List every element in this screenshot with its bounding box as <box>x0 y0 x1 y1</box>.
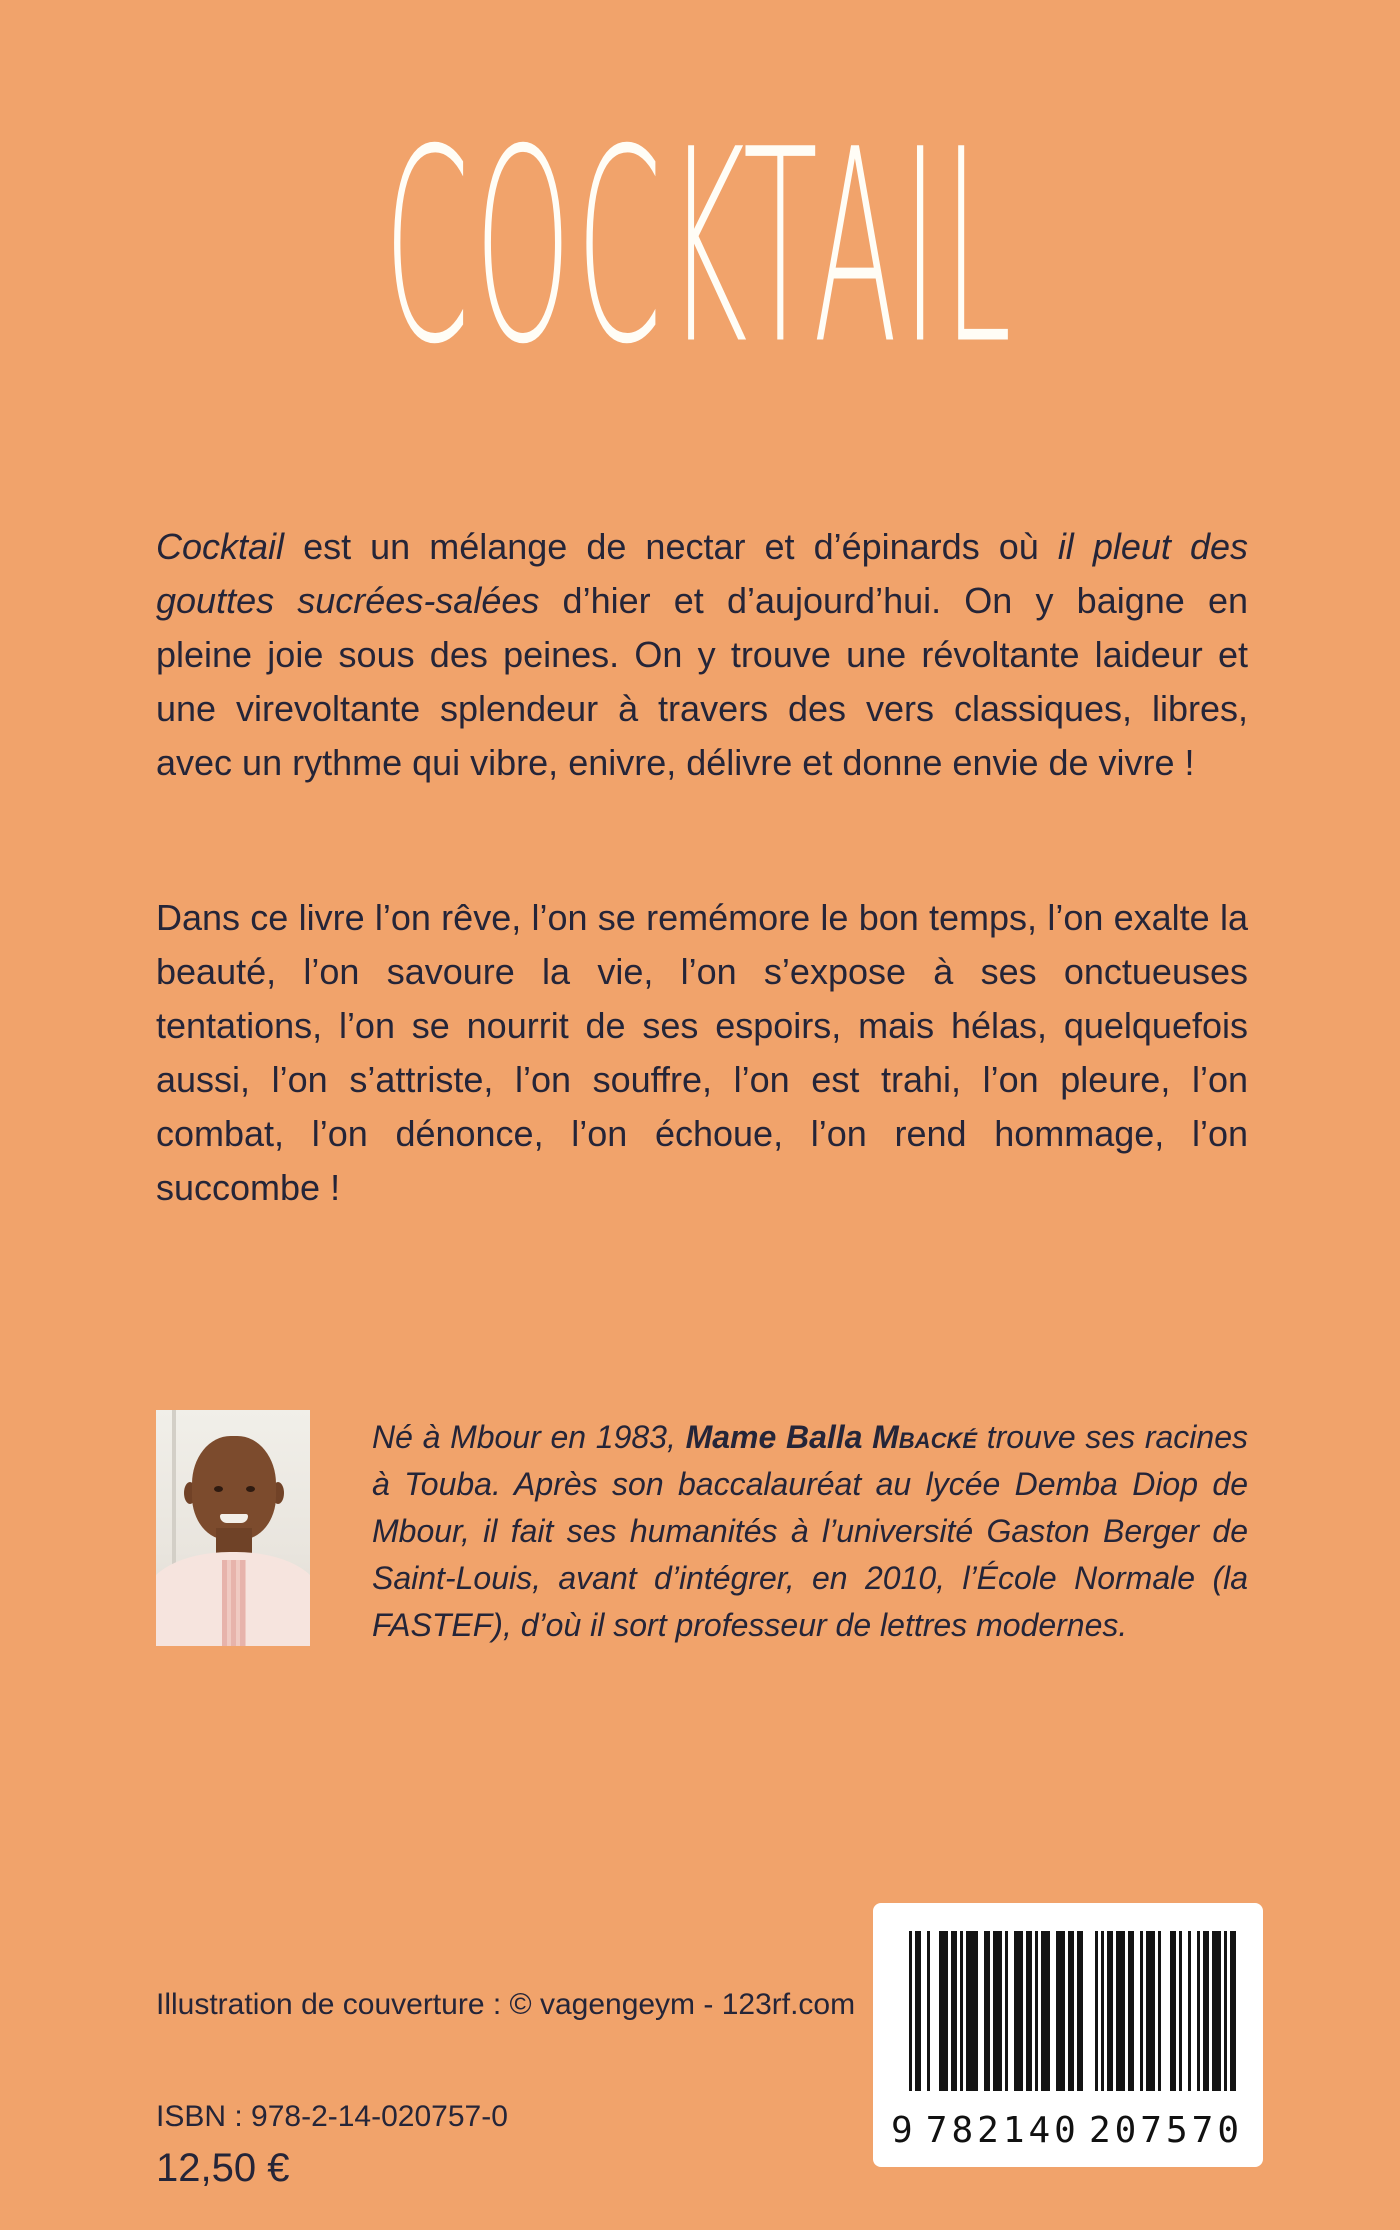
author-photo-shirt-placket <box>222 1560 246 1646</box>
synopsis-paragraph-2: Dans ce livre l’on rêve, l’on se remémore le bon temps, l’on exalte la beauté, l’on savoure la vie, l’on s’expose à ses onctueuses tentations, l’on se nourrit de ses espoirs, mais hélas, quelquefois aussi, l’on s’attriste, l’on souffre, l’on est trahi, l’on pleure, l’on combat, l’on dénonce, l’on échoue, l’on rend hommage, l’on succombe ! <box>156 897 1248 1208</box>
author-bio: Né à Mbour en 1983, Mame Balla Mbacké trouve ses racines à Touba. Après son baccalauréat au lycée Demba Diop de Mbour, il fait ses humanités à l’université Gaston Berger de Saint-Louis, avant d’intégrer, en 2010, l’École Normale (la FASTEF), d’où il sort professeur de lettres modernes. <box>372 1419 1249 1643</box>
book-title <box>0 93 1400 404</box>
author-photo-head <box>192 1436 276 1540</box>
isbn-text: ISBN : 978-2-14-020757-0 <box>156 2100 508 2133</box>
book-title-text: COCKTAIL <box>383 93 1017 404</box>
author-photo <box>156 1410 310 1646</box>
barcode-digit-group-1: 782140 <box>925 2110 1080 2151</box>
barcode-bars <box>909 1931 1241 2091</box>
author-photo-smile <box>220 1514 248 1523</box>
barcode-digit-left: 9 <box>891 2110 917 2151</box>
barcode <box>873 1903 1263 2167</box>
price-text: 12,50 € <box>156 2146 290 2190</box>
synopsis-paragraph-1: Cocktail est un mélange de nectar et d’épinards où il pleut des gouttes sucrées-salées d’hier et d’aujourd’hui. On y baigne en pleine joie sous des peines. On y trouve une révoltante laideur et une virevoltante splendeur à travers des vers classiques, libres, avec un rythme qui vibre, enivre, délivre et donne envie de vivre ! <box>156 526 1248 783</box>
author-photo-eye-right <box>246 1486 255 1492</box>
author-photo-eye-left <box>214 1486 223 1492</box>
barcode-digits <box>891 2110 1243 2151</box>
barcode-digit-group-2: 207570 <box>1088 2110 1243 2151</box>
cover-illustration-credit: Illustration de couverture : © vagengeym - 123rf.com <box>156 1988 856 2021</box>
